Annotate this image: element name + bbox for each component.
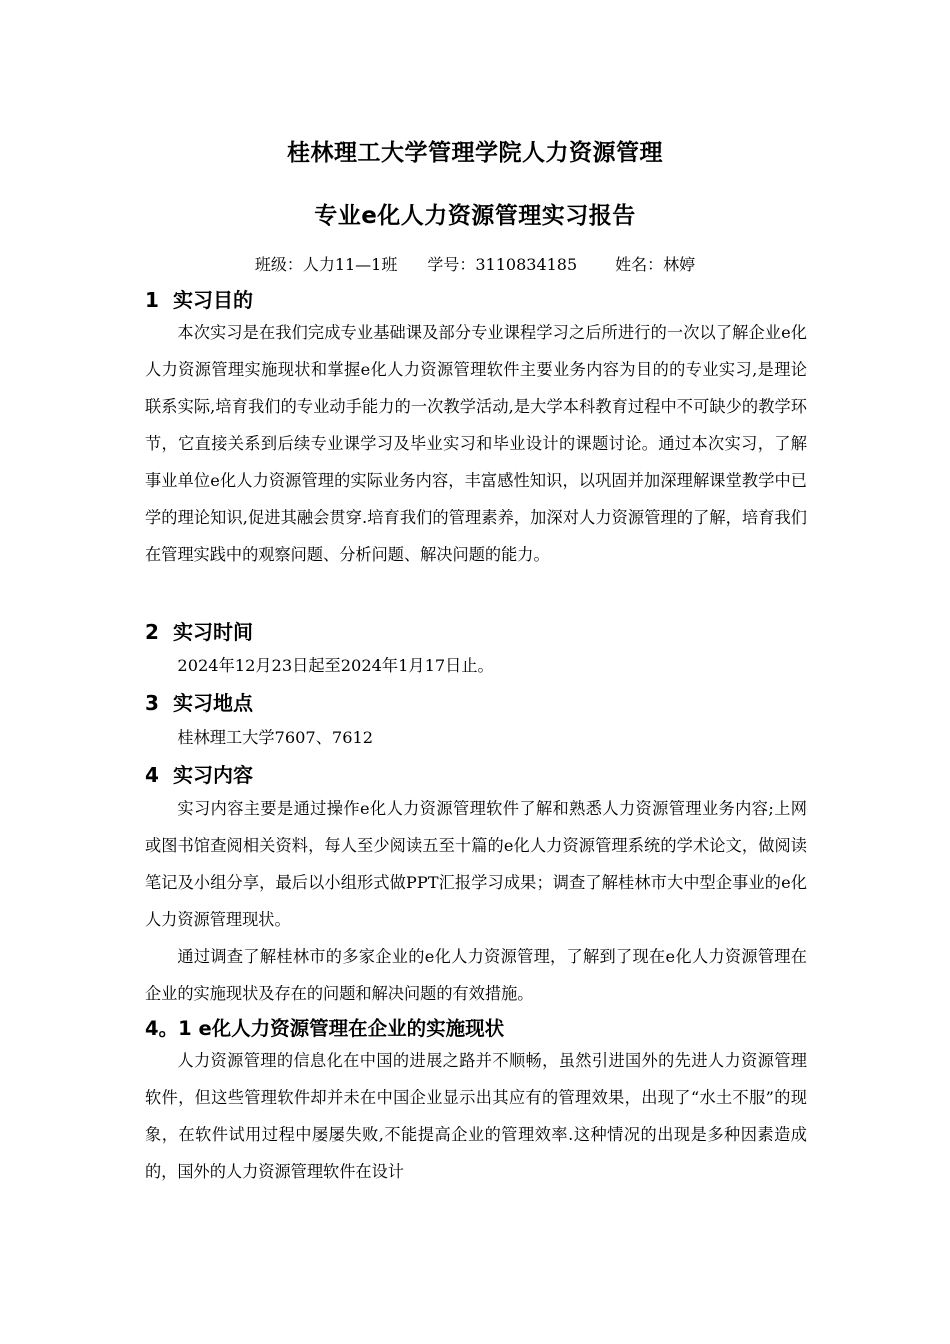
student-name-info: 姓名：林婷 xyxy=(615,255,696,274)
section-title: 实习时间 xyxy=(173,620,253,644)
document-title-line1: 桂林理工大学管理学院人力资源管理 xyxy=(287,140,663,166)
subsection-number: 4。1 xyxy=(145,1017,192,1040)
section-paragraph-content-2: 通过调查了解桂林市的多家企业的e化人力资源管理，了解到了现在e化人力资源管理在企业的实施现状及存在的问题和解决问题的有效措施。 xyxy=(145,947,807,1003)
section-title: 实习地点 xyxy=(173,691,253,715)
section-heading-content xyxy=(145,759,253,788)
section-heading-time xyxy=(145,616,253,645)
document-title-line2: 专业e化人力资源管理实习报告 xyxy=(314,203,636,229)
subsection-heading-status xyxy=(145,1013,504,1041)
student-info xyxy=(0,252,950,275)
student-id-info: 学号：3110834185 xyxy=(427,255,578,274)
section-paragraph-location: 桂林理工大学7607、7612 xyxy=(177,728,374,747)
section-heading-purpose xyxy=(145,284,253,313)
subsection-paragraph-status: 人力资源管理的信息化在中国的进展之路并不顺畅，虽然引进国外的先进人力资源管理软件，但这些管理软件却并未在中国企业显示出其应有的管理效果，出现了“水土不服”的现象，在软件试用过程中屡屡失败,不能提高企业的管理效率.这种情况的出现是多种因素造成的，国外的人力资源管理软件在设计 xyxy=(145,1051,807,1181)
section-heading-location xyxy=(145,687,253,716)
section-title: 实习内容 xyxy=(173,763,253,787)
section-title: 实习目的 xyxy=(173,288,253,312)
class-info: 班级：人力11—1班 xyxy=(254,255,398,274)
section-number: 3 xyxy=(145,691,159,715)
section-paragraph-purpose: 本次实习是在我们完成专业基础课及部分专业课程学习之后所进行的一次以了解企业e化人力资源管理实施现状和掌握e化人力资源管理软件主要业务内容为目的的专业实习,是理论联系实际,培育我们的专业动手能力的一次教学活动,是大学本科教育过程中不可缺少的教学环节，它直接关系到后续专业课学习及毕业实习和毕业设计的课题讨论。通过本次实习，了解事业单位e化人力资源管理的实际业务内容，丰富感性知识，以巩固并加深理解课堂教学中已学的理论知识,促进其融会贯穿.培育我们的管理素养，加深对人力资源管理的了解，培育我们在管理实践中的观察问题、分析问题、解决问题的能力。 xyxy=(145,323,807,564)
section-paragraph-time: 2024年12月23日起至2024年1月17日止。 xyxy=(177,656,494,675)
subsection-title: e化人力资源管理在企业的实施现状 xyxy=(198,1017,505,1040)
section-number: 1 xyxy=(145,288,159,312)
section-number: 4 xyxy=(145,763,159,787)
section-number: 2 xyxy=(145,620,159,644)
section-paragraph-content-1: 实习内容主要是通过操作e化人力资源管理软件了解和熟悉人力资源管理业务内容;上网或图书馆查阅相关资料，每人至少阅读五至十篇的e化人力资源管理系统的学术论文，做阅读笔记及小组分享，最后以小组形式做PPT汇报学习成果；调查了解桂林市大中型企事业的e化人力资源管理现状。 xyxy=(145,799,807,929)
